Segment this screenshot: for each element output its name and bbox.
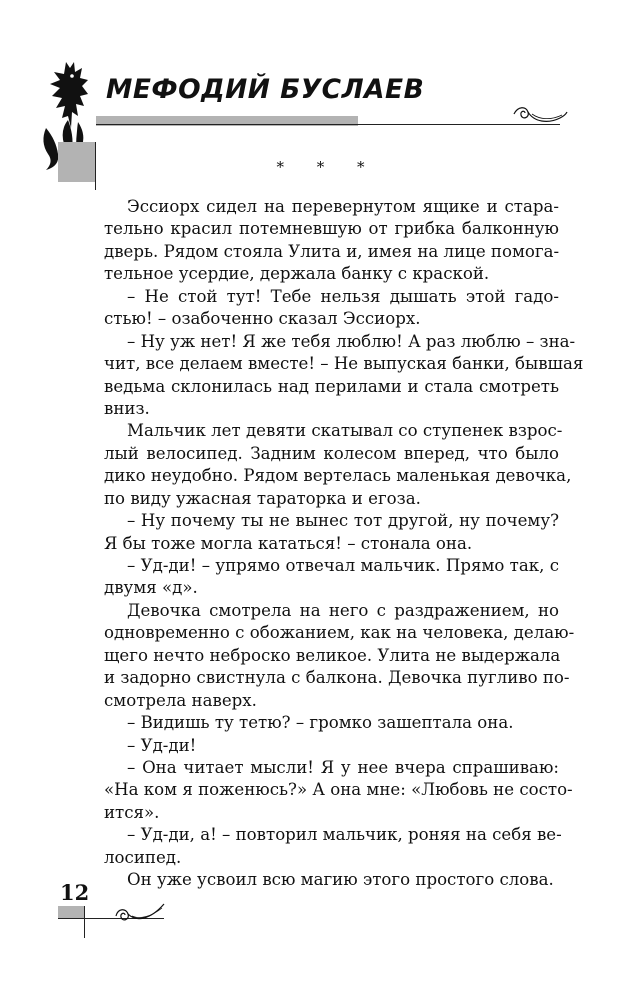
text-line: по виду ужасная тараторка и егоза. bbox=[104, 488, 421, 508]
text-line: одновременно с обожанием, как на человека, делаю- bbox=[104, 623, 575, 643]
text-line: дико неудобно. Рядом вертелась маленькая девочка, bbox=[104, 466, 572, 486]
footer-gray-block bbox=[58, 906, 84, 918]
text-line: стью! – озабоченно сказал Эссиорх. bbox=[104, 309, 421, 329]
header-rule bbox=[96, 124, 560, 125]
text-line: дверь. Рядом стояла Улита и, имея на лице помога- bbox=[104, 241, 560, 261]
text-line: – Она читает мысли! Я у нее вчера спрашиваю: bbox=[127, 757, 559, 777]
text-line: – Уд-ди! – упрямо отвечал мальчик. Прямо так, с bbox=[127, 556, 559, 575]
text-line: «На ком я поженюсь?» А она мне: «Любовь не состо- bbox=[104, 780, 573, 800]
text-line: ведьма склонилась над перилами и стала смотреть bbox=[104, 376, 559, 396]
text-line: – Не стой тут! Тебе нельзя дышать этой гадо- bbox=[127, 286, 559, 306]
body-text bbox=[104, 196, 584, 892]
swirl-ornament-icon bbox=[512, 98, 568, 128]
text-line: – Уд-ди, а! – повторил мальчик, роняя на себя ве- bbox=[127, 825, 562, 845]
text-line: тельно красил потемневшую от грибка балконную bbox=[104, 219, 559, 239]
text-line: – Видишь ту тетю? – громко зашептала она. bbox=[127, 713, 514, 733]
text-line: смотрела наверх. bbox=[104, 690, 257, 710]
text-line: лый велосипед. Задним колесом вперед, что было bbox=[104, 443, 559, 463]
text-line: Девочка смотрела на него с раздражением, но bbox=[127, 600, 559, 620]
text-line: лосипед. bbox=[104, 847, 182, 867]
text-line: Я бы тоже могла кататься! – стонала она. bbox=[104, 533, 473, 553]
text-line: Мальчик лет девяти скатывал со ступенек взрос- bbox=[127, 421, 563, 441]
text-line: щего нечто неброско великое. Улита не выдержала bbox=[104, 645, 561, 665]
text-line: – Ну почему ты не вынес тот другой, ну почему? bbox=[127, 511, 559, 531]
text-line: ится». bbox=[104, 802, 160, 822]
text-line: – Уд-ди! bbox=[127, 735, 197, 755]
page-header bbox=[0, 0, 619, 200]
page-number: 12 bbox=[60, 880, 90, 905]
text-line: двумя «д». bbox=[104, 578, 198, 598]
text-line: чит, все делаем вместе! – Не выпуская банки, бывшая bbox=[104, 354, 584, 374]
swirl-ornament-icon bbox=[112, 900, 166, 926]
text-line: тельное усердие, держала банку с краской. bbox=[104, 264, 490, 284]
text-line: Эссиорх сидел на перевернутом ящике и стара- bbox=[127, 197, 559, 216]
text-line: Он уже усвоил всю магию этого простого слова. bbox=[127, 870, 554, 890]
running-header-title: МЕФОДИЙ БУСЛАЕВ bbox=[106, 74, 425, 105]
section-separator: * * * bbox=[276, 158, 379, 176]
text-line: – Ну уж нет! Я же тебя люблю! А раз люблю – зна- bbox=[127, 331, 576, 351]
text-line: и задорно свистнула с балкона. Девочка пугливо по- bbox=[104, 668, 570, 688]
text-line: вниз. bbox=[104, 398, 150, 418]
footer-vertical-rule bbox=[84, 906, 85, 938]
